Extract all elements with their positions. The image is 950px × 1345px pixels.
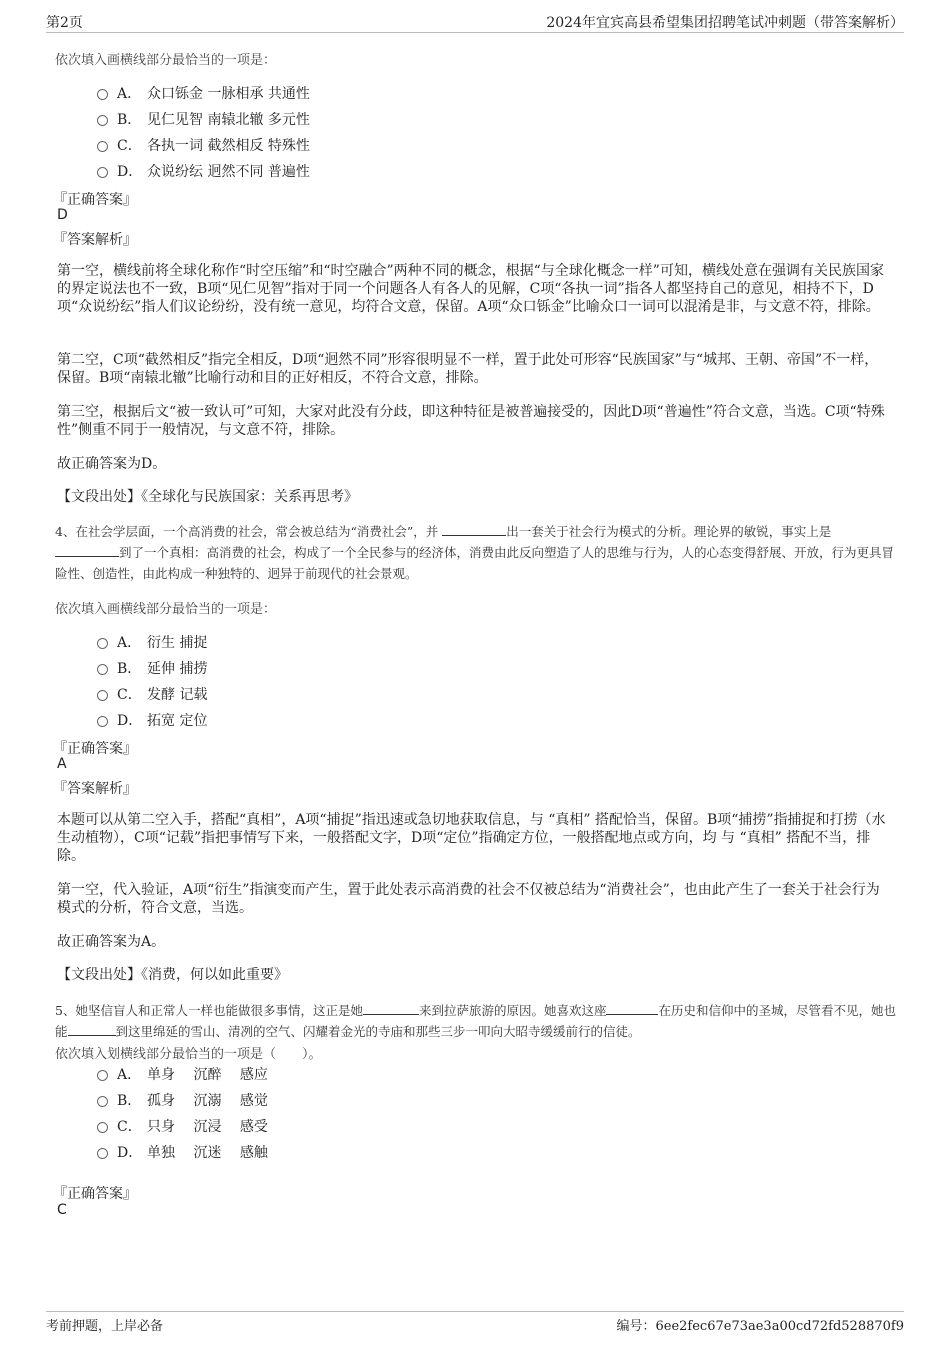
q5-option-a[interactable] xyxy=(97,1064,268,1084)
blank-line xyxy=(68,1023,116,1036)
q3-source: 【文段出处】《全球化与民族国家：关系再思考》 xyxy=(57,489,358,505)
radio-icon[interactable] xyxy=(97,115,108,126)
q4-option-a[interactable] xyxy=(97,632,207,652)
q5-text-part: 来到拉萨旅游的原因。她喜欢这座 xyxy=(418,1003,607,1018)
blank-line xyxy=(55,544,119,557)
q5-instruction: 依次填入划横线部分最恰当的一项是（ ）。 xyxy=(55,1047,322,1062)
q3-analysis-label: 『答案解析』 xyxy=(53,232,137,248)
q4-instruction: 依次填入画横线部分最恰当的一项是： xyxy=(55,602,277,617)
radio-icon[interactable] xyxy=(97,1148,108,1159)
q4-option-d[interactable] xyxy=(97,710,207,730)
q4-question-text xyxy=(55,521,903,584)
q3-option-a[interactable] xyxy=(97,83,310,103)
option-letter: C． xyxy=(117,687,142,703)
q4-option-c[interactable] xyxy=(97,684,207,704)
q4-option-b[interactable] xyxy=(97,658,207,678)
q5-text-part: 在历史和信仰中的圣城，尽管看不见，她也能 xyxy=(55,1003,896,1039)
q4-analysis-label: 『答案解析』 xyxy=(53,781,137,797)
q5-answer-label: 『正确答案』 xyxy=(53,1186,137,1202)
option-letter: A． xyxy=(117,635,142,651)
radio-icon[interactable] xyxy=(97,1096,108,1107)
option-text: 单独 沉迷 感触 xyxy=(147,1145,268,1161)
q4-analysis-paragraph: 本题可以从第二空入手，搭配“真相”，A项“捕捉”指迅速或急切地获取信息，与 “真相” 搭配恰当，保留。B项“捕捞”指捕捉和打捞（水生动植物），C项“记载”指把事情写下来，一般搭配文字，D项“定位”指确定方位，一般搭配地点或方向，均 与 “真相” 搭配不当，排除。 xyxy=(57,812,886,864)
option-text: 发酵 记载 xyxy=(147,687,208,703)
radio-icon[interactable] xyxy=(97,716,108,727)
footer-slogan: 考前押题，上岸必备 xyxy=(46,1319,164,1334)
q3-answer-label: 『正确答案』 xyxy=(53,192,137,208)
q3-analysis-paragraph: 第一空，横线前将全球化称作“时空压缩”和“时空融合”两种不同的概念，根据“与全球化概念一样”可知，横线处意在强调有关民族国家的界定说法也不一致，B项“见仁见智”指对于同一个问题各人有各人的见解，C项“各执一词”指各人都坚持自己的意见，相持不下，D项“众说纷纭”指人们议论纷纷，没有统一意见，均符合文意，保留。A项“众口铄金”比喻众口一词可以混淆是非，与文意不符，排除。 xyxy=(57,263,884,315)
q4-answer: A xyxy=(57,756,67,772)
option-letter: D． xyxy=(117,1145,143,1161)
option-text: 拓宽 定位 xyxy=(147,713,208,729)
option-text: 各执一词 截然相反 特殊性 xyxy=(147,138,310,154)
option-text: 孤身 沉溺 感觉 xyxy=(147,1093,268,1109)
q5-question-text xyxy=(55,1000,903,1042)
footer-divider xyxy=(46,1311,904,1312)
option-letter: C． xyxy=(117,1119,142,1135)
document-title: 2024年宜宾高县希望集团招聘笔试冲刺题（带答案解析） xyxy=(546,15,904,31)
option-letter: D． xyxy=(117,164,143,180)
option-letter: A． xyxy=(117,1067,142,1083)
q3-conclusion: 故正确答案为D。 xyxy=(57,456,167,472)
q4-conclusion: 故正确答案为A。 xyxy=(57,934,166,950)
option-text: 众口铄金 一脉相承 共通性 xyxy=(147,86,310,102)
q4-text-part: 出一套关于社会行为模式的分析。理论界的敏锐，事实上是 xyxy=(506,524,832,539)
q3-answer: D xyxy=(57,207,68,223)
q5-text-part: 5、她坚信盲人和正常人一样也能做很多事情，这正是她 xyxy=(55,1003,363,1018)
q4-text-part: 到了一个真相：高消费的社会，构成了一个全民参与的经济体，消费由此反向塑造了人的思维与行为，人的心态变得舒展、开放，行为更具冒险性、创造性，由此构成一种独特的、迥异于前现代的社会景观。 xyxy=(55,545,895,581)
q3-instruction: 依次填入画横线部分最恰当的一项是： xyxy=(55,53,277,68)
q5-option-c[interactable] xyxy=(97,1116,268,1136)
blank-line xyxy=(442,523,506,536)
q4-answer-label: 『正确答案』 xyxy=(53,741,137,757)
option-letter: C． xyxy=(117,138,142,154)
q4-source: 【文段出处】《消费，何以如此重要》 xyxy=(57,967,288,983)
option-text: 众说纷纭 迥然不同 普遍性 xyxy=(147,164,310,180)
option-letter: A． xyxy=(117,86,142,102)
option-text: 见仁见智 南辕北辙 多元性 xyxy=(147,112,310,128)
q5-option-b[interactable] xyxy=(97,1090,268,1110)
q3-option-c[interactable] xyxy=(97,135,310,155)
option-text: 衍生 捕捉 xyxy=(147,635,208,651)
q3-analysis-paragraph: 第二空，C项“截然相反”指完全相反，D项“迥然不同”形容很明显不一样，置于此处可形容“民族国家”与“城邦、王朝、帝国”不一样，保留。B项“南辕北辙”比喻行动和目的正好相反，不符合文意，排除。 xyxy=(57,352,879,386)
radio-icon[interactable] xyxy=(97,690,108,701)
option-letter: B． xyxy=(117,661,142,677)
option-letter: B． xyxy=(117,112,142,128)
option-letter: B． xyxy=(117,1093,142,1109)
radio-icon[interactable] xyxy=(97,664,108,675)
radio-icon[interactable] xyxy=(97,167,108,178)
header-divider xyxy=(46,32,904,33)
document-code: 编号：6ee2fec67e73ae3a00cd72fd528870f9 xyxy=(616,1319,904,1334)
option-text: 延伸 捕捞 xyxy=(147,661,208,677)
radio-icon[interactable] xyxy=(97,89,108,100)
q5-answer: C xyxy=(57,1202,67,1218)
radio-icon[interactable] xyxy=(97,141,108,152)
blank-line xyxy=(363,1002,419,1015)
page-number: 第2页 xyxy=(46,15,83,31)
blank-line xyxy=(606,1002,658,1015)
radio-icon[interactable] xyxy=(97,638,108,649)
radio-icon[interactable] xyxy=(97,1122,108,1133)
q3-option-b[interactable] xyxy=(97,109,310,129)
q4-analysis-paragraph: 第一空，代入验证，A项“衍生”指演变而产生，置于此处表示高消费的社会不仅被总结为“消费社会”，也由此产生了一套关于社会行为模式的分析，符合文意，当选。 xyxy=(57,882,880,916)
q4-text-part: 4、在社会学层面，一个高消费的社会，常会被总结为“消费社会”，并 xyxy=(55,524,443,539)
q3-analysis-paragraph: 第三空，根据后文“被一致认可”可知，大家对此没有分歧，即这种特征是被普遍接受的，因此D项“普遍性”符合文意，当选。C项“特殊性”侧重不同于一般情况，与文意不符，排除。 xyxy=(57,404,885,438)
option-text: 只身 沉浸 感受 xyxy=(147,1119,268,1135)
option-text: 单身 沉醉 感应 xyxy=(147,1067,268,1083)
q3-option-d[interactable] xyxy=(97,161,310,181)
q5-text-part: 到这里绵延的雪山、清冽的空气、闪耀着金光的寺庙和那些三步一叩向大昭寺缓缓前行的信徒。 xyxy=(115,1024,641,1039)
option-letter: D． xyxy=(117,713,143,729)
q5-option-d[interactable] xyxy=(97,1142,268,1162)
radio-icon[interactable] xyxy=(97,1070,108,1081)
